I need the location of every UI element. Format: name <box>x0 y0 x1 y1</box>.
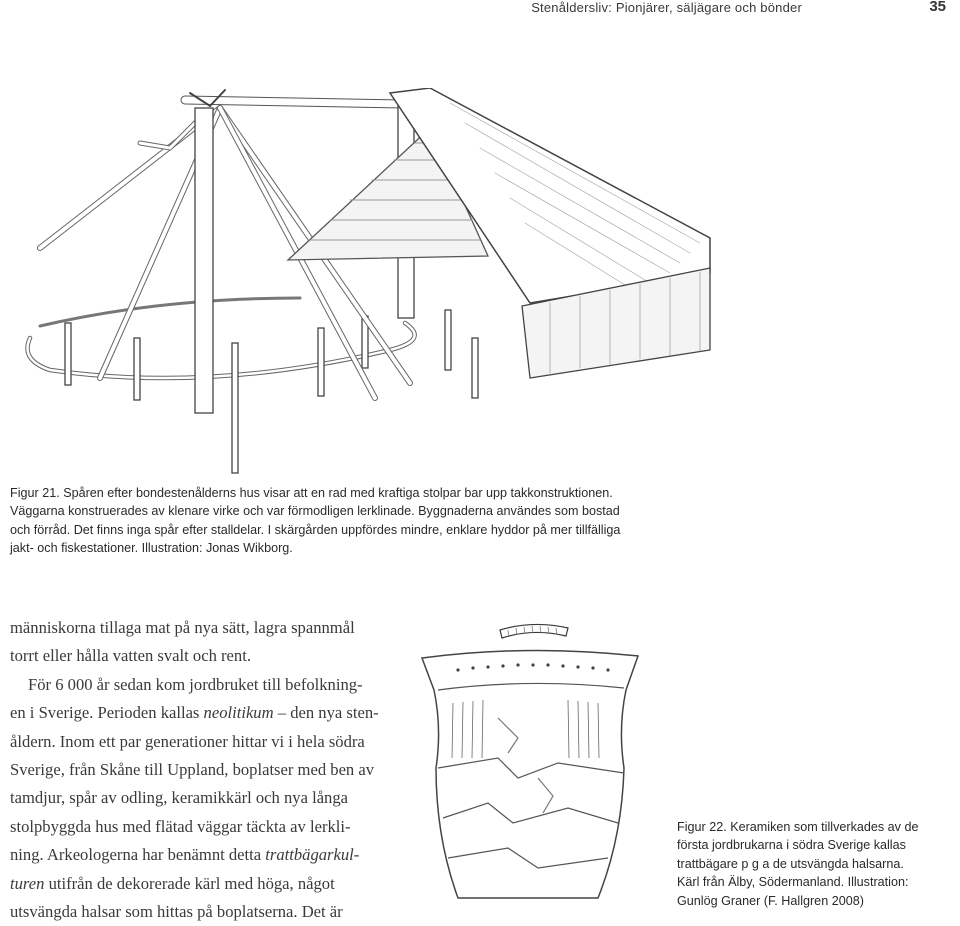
text-line: ning. Arkeologerna har benämnt detta <box>10 845 266 865</box>
emphasis-term: turen <box>10 873 45 893</box>
text-line: stolpbyggda hus med flätad väggar täckta av lerkli- <box>10 816 351 836</box>
text-line: utifrån de dekorerade kärl med höga, något <box>44 873 335 893</box>
text-line: – den nya sten- <box>273 703 379 723</box>
text-line: en i Sverige. Perioden kallas <box>10 703 204 723</box>
longhouse-illustration <box>10 88 750 483</box>
caption-line: Gunlög Graner (F. Hallgren 2008) <box>677 893 864 908</box>
caption-line: Figur 22. Keramiken som tillverkades av de <box>677 820 919 834</box>
paragraph <box>10 614 402 671</box>
paragraph <box>10 671 402 926</box>
text-line: åldern. Inom ett par generationer hittar vi i hela södra <box>10 731 365 751</box>
caption-line: trattbägare p g a de utsvängda halsarna. <box>677 856 904 871</box>
running-header: Stenåldersliv: Pionjärer, säljägare och bönder <box>531 0 802 15</box>
text-line: utsvängda halsar som hittas på boplatserna. Det är <box>10 902 343 922</box>
text-line: Sverige, från Skåne till Uppland, boplatser med ben av <box>10 760 375 780</box>
emphasis-term: trattbägarkul- <box>265 845 360 865</box>
caption-line: jakt- och fiskestationer. Illustration: Jonas Wikborg. <box>10 541 293 556</box>
text-line: torrt eller hålla vatten svalt och rent. <box>10 646 251 666</box>
text-line: För 6 000 år sedan kom jordbruket till befolkning- <box>28 674 363 694</box>
caption-line: och förråd. Det finns inga spår efter stalldelar. I skärgården uppfördes mindre, enklare hyddor på mer tillfälliga <box>10 522 621 537</box>
text-line: människorna tillaga mat på nya sätt, lagra spannmål <box>10 618 355 637</box>
body-text <box>10 614 402 926</box>
page-number: 35 <box>929 0 946 15</box>
caption-line: Kärl från Älby, Södermanland. Illustration: <box>677 875 909 890</box>
caption-line: Figur 21. Spåren efter bondestenålderns hus visar att en rad med kraftiga stolpar bar upp takkonstruktionen. <box>10 486 613 500</box>
figure-21-caption <box>10 484 790 558</box>
caption-line: första jordbrukarna i södra Sverige kallas <box>677 838 906 853</box>
funnel-beaker-illustration <box>418 618 646 914</box>
figure-22-caption <box>677 818 960 910</box>
emphasis-term: neolitikum <box>203 703 274 723</box>
caption-line: Väggarna konstruerades av klenare virke och var förmodligen lerklinade. Byggnaderna användes som bostad <box>10 504 620 519</box>
text-line: tamdjur, spår av odling, keramikkärl och nya långa <box>10 788 349 808</box>
